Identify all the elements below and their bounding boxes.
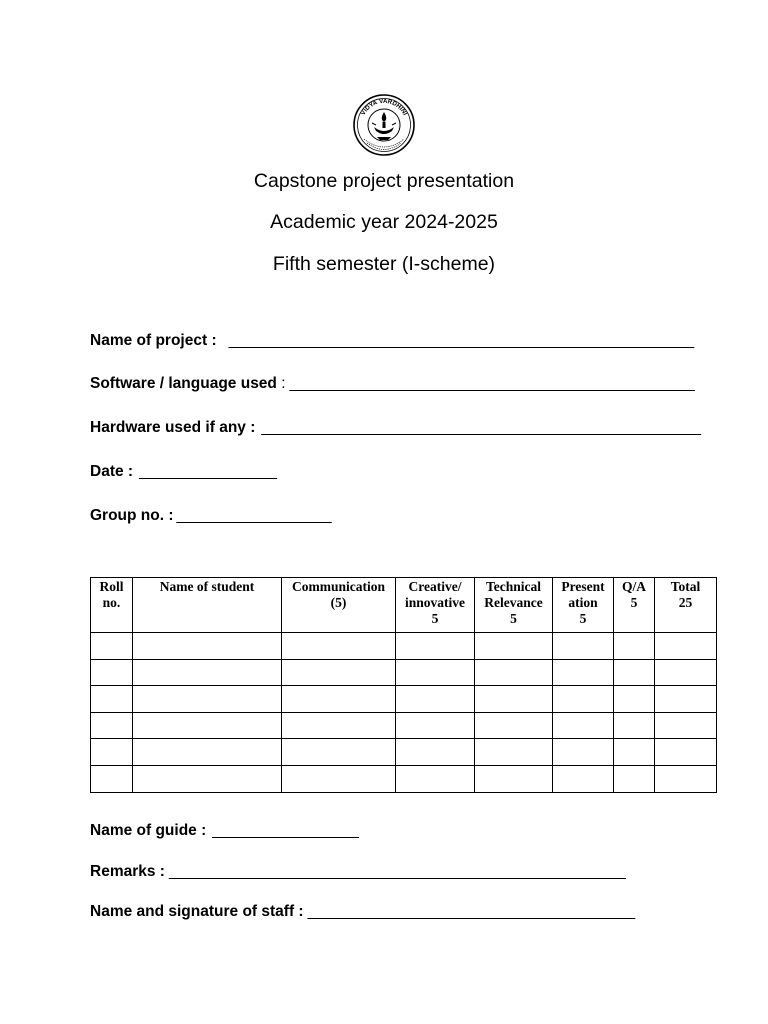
institution-seal-icon <box>350 93 418 157</box>
software-label: Software / language used <box>90 375 277 392</box>
software-colon: : <box>281 375 286 392</box>
cell-total[interactable] <box>655 633 717 660</box>
cell-communication[interactable] <box>282 712 396 739</box>
cell-presentation[interactable] <box>553 765 614 792</box>
cell-creative[interactable] <box>396 659 475 686</box>
page-title: Capstone project presentation <box>253 170 515 192</box>
table-row <box>91 739 717 766</box>
cell-total[interactable] <box>655 659 717 686</box>
cell-presentation[interactable] <box>553 659 614 686</box>
cell-total[interactable] <box>655 739 717 766</box>
cell-student-name[interactable] <box>133 633 282 660</box>
cell-technical[interactable] <box>475 633 553 660</box>
cell-qa[interactable] <box>614 765 655 792</box>
cell-qa[interactable] <box>614 633 655 660</box>
cell-presentation[interactable] <box>553 712 614 739</box>
cell-technical[interactable] <box>475 659 553 686</box>
date-label: Date : <box>90 463 134 480</box>
group-field[interactable] <box>90 506 332 526</box>
cell-technical[interactable] <box>475 739 553 766</box>
cell-communication[interactable] <box>282 765 396 792</box>
remarks-label: Remarks : <box>90 863 165 880</box>
header-technical: Technical Relevance 5 <box>475 578 553 633</box>
guide-field[interactable] <box>90 821 359 841</box>
cell-creative[interactable] <box>396 633 475 660</box>
cell-creative[interactable] <box>396 765 475 792</box>
header-student-name: Name of student <box>133 578 282 633</box>
cell-qa[interactable] <box>614 659 655 686</box>
cell-total[interactable] <box>655 712 717 739</box>
svg-text:VIDYA VARDHINI: VIDYA VARDHINI <box>359 97 409 117</box>
staff-label: Name and signature of staff : <box>90 903 304 920</box>
remarks-field[interactable] <box>90 862 626 882</box>
cell-qa[interactable] <box>614 686 655 713</box>
project-name-label: Name of project : <box>90 332 217 349</box>
group-blank[interactable]: __________________ <box>176 507 332 524</box>
cell-total[interactable] <box>655 686 717 713</box>
score-table <box>90 577 717 793</box>
cell-creative[interactable] <box>396 686 475 713</box>
table-row <box>91 765 717 792</box>
software-blank[interactable]: _______________________________________________ <box>289 375 695 392</box>
staff-field[interactable] <box>90 902 635 922</box>
cell-total[interactable] <box>655 765 717 792</box>
header-total: Total 25 <box>655 578 717 633</box>
cell-qa[interactable] <box>614 739 655 766</box>
guide-label: Name of guide : <box>90 822 207 839</box>
cell-roll-no[interactable] <box>91 659 133 686</box>
cell-communication[interactable] <box>282 633 396 660</box>
cell-technical[interactable] <box>475 712 553 739</box>
project-name-blank[interactable]: ______________________________________________________ <box>228 332 695 349</box>
header-roll-no: Roll no. <box>91 578 133 633</box>
date-blank[interactable]: ________________ <box>139 463 278 480</box>
hardware-label: Hardware used if any : <box>90 419 256 436</box>
cell-student-name[interactable] <box>133 739 282 766</box>
guide-blank[interactable]: _________________ <box>212 822 359 839</box>
cell-creative[interactable] <box>396 739 475 766</box>
cell-presentation[interactable] <box>553 633 614 660</box>
cell-communication[interactable] <box>282 739 396 766</box>
cell-communication[interactable] <box>282 686 396 713</box>
cell-qa[interactable] <box>614 712 655 739</box>
cell-technical[interactable] <box>475 765 553 792</box>
remarks-blank[interactable]: _____________________________________________________ <box>168 863 626 880</box>
cell-student-name[interactable] <box>133 765 282 792</box>
staff-blank[interactable]: ______________________________________ <box>307 903 636 920</box>
hardware-field[interactable] <box>90 418 701 438</box>
header-presentation: Present ation 5 <box>553 578 614 633</box>
table-header-row <box>91 578 717 633</box>
cell-technical[interactable] <box>475 686 553 713</box>
date-field[interactable] <box>90 462 277 482</box>
cell-communication[interactable] <box>282 659 396 686</box>
semester: Fifth semester (I-scheme) <box>272 253 496 275</box>
header-qa: Q/A 5 <box>614 578 655 633</box>
cell-student-name[interactable] <box>133 686 282 713</box>
cell-roll-no[interactable] <box>91 686 133 713</box>
cell-roll-no[interactable] <box>91 633 133 660</box>
cell-roll-no[interactable] <box>91 765 133 792</box>
cell-presentation[interactable] <box>553 686 614 713</box>
cell-student-name[interactable] <box>133 712 282 739</box>
cell-student-name[interactable] <box>133 659 282 686</box>
group-label: Group no. : <box>90 507 174 524</box>
cell-roll-no[interactable] <box>91 712 133 739</box>
table-row <box>91 712 717 739</box>
software-field[interactable] <box>90 374 695 394</box>
header-creative: Creative/ innovative 5 <box>396 578 475 633</box>
hardware-blank[interactable]: ___________________________________________________ <box>261 419 702 436</box>
header-communication: Communication (5) <box>282 578 396 633</box>
cell-creative[interactable] <box>396 712 475 739</box>
project-name-field[interactable] <box>90 331 694 351</box>
cell-presentation[interactable] <box>553 739 614 766</box>
table-row <box>91 686 717 713</box>
table-row <box>91 633 717 660</box>
academic-year: Academic year 2024-2025 <box>270 211 498 233</box>
cell-roll-no[interactable] <box>91 739 133 766</box>
table-row <box>91 659 717 686</box>
